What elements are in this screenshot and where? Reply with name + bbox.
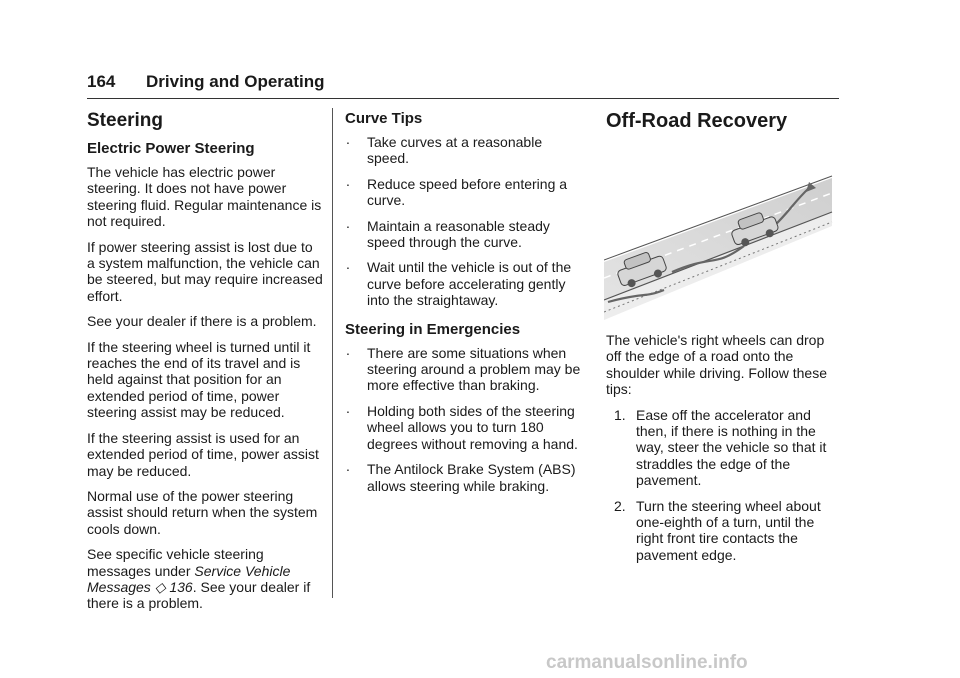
list-item [345,458,581,494]
list-item-text: The Antilock Brake System (ABS) allows steering while braking. [367,461,576,494]
recovery-steps-list [606,407,842,564]
paragraph: The vehicle has electric power steering. It does not have power steering fluid. Regular maintenance is not required. [87,164,322,230]
step-text: Ease off the accelerator and then, if there is nothing in the way, steer the vehicle so that it straddles the edge of the pavement. [636,406,827,489]
paragraph: Normal use of the power steering assist should return when the system cools down. [87,487,318,537]
list-item-text: Maintain a reasonable steady speed through the curve. [367,217,550,251]
column-steering [87,110,323,621]
step-number: 1. [614,406,626,423]
list-item [606,407,842,489]
bullet-mark: . [346,341,350,358]
off-road-intro: The vehicle's right wheels can drop off the edge of a road onto the shoulder while driving. Follow these tips: [606,332,827,398]
list-item [345,399,581,452]
column-curves [345,110,581,503]
list-item [345,341,581,394]
step-text: Turn the steering wheel about one-eighth of a turn, until the right front tire contacts the pavement edge. [636,497,821,563]
off-road-heading: Off-Road Recovery [606,110,788,132]
cross-reference-page[interactable]: ◇ 136 [154,578,193,595]
bullet-mark: . [346,131,350,147]
page-number: 164 [87,72,116,91]
section-title: Driving and Operating [146,72,325,91]
list-item-text: There are some situations when steering around a problem may be more effective than braking. [367,344,581,394]
paragraph: See your dealer if there is a problem. [87,313,317,330]
list-item-text: Wait until the vehicle is out of the curve before accelerating gently into the straightaway. [367,259,572,309]
off-road-recovery-illustration [604,142,836,322]
list-item-text: Holding both sides of the steering wheel allows you to turn 180 degrees without removing a hand. [367,402,578,452]
list-item-text: Reduce speed before entering a curve. [367,175,568,209]
paragraph-text: . See your dealer if there is a problem. [87,578,311,612]
list-item [606,498,842,564]
bullet-mark: . [346,214,350,231]
bullet-mark: . [346,458,350,475]
emergencies-list [345,341,581,494]
curve-tips-list [345,131,581,309]
list-item [345,131,581,167]
bullet-mark: . [346,256,350,273]
paragraph: If power steering assist is lost due to a system malfunction, the vehicle can be steered, but may require increased effort. [87,238,323,304]
curve-tips-heading: Curve Tips [345,110,423,127]
cross-reference-link[interactable]: Service Vehicle Messages [87,562,291,595]
list-item [345,172,581,209]
paragraph: If the steering assist is used for an extended period of time, power assist may be reduced. [87,429,319,479]
column-divider [332,108,333,598]
paragraph-text: See specific vehicle steering messages under [87,546,264,579]
bullet-mark: . [346,399,350,416]
emergencies-heading: Steering in Emergencies [345,320,521,338]
page-header [87,70,839,99]
paragraph-with-reference [87,546,323,612]
column-off-road [606,110,842,572]
eps-subheading: Electric Power Steering [87,140,255,157]
list-item [345,214,581,251]
steering-heading: Steering [87,110,164,131]
paragraph: If the steering wheel is turned until it reaches the end of its travel and is held against that position for an extended period of time, power steering assist may be reduced. [87,338,311,421]
watermark: carmanualsonline.info [546,652,748,673]
step-number: 2. [614,497,626,514]
road-diagram-icon [604,142,836,322]
list-item [345,256,581,309]
bullet-mark: . [346,172,350,189]
list-item-text: Take curves at a reasonable speed. [367,134,543,167]
